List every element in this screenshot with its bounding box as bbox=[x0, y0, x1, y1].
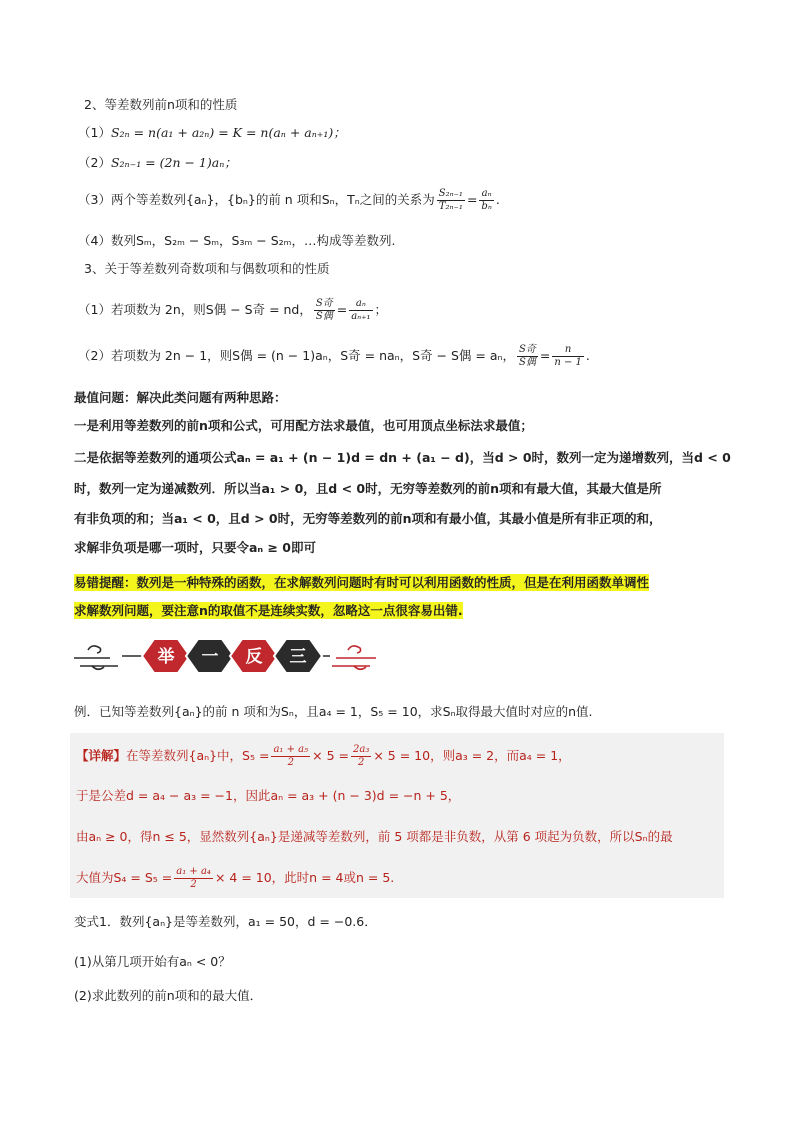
solution-fraction-2: $\frac{\text{2a₃}}{2}$ bbox=[353, 744, 370, 768]
section-2-title: 2、等差数列前n项和的性质 bbox=[84, 97, 238, 112]
odd-even-1-text: 若项数为 2n，则S偶 − S奇 = nd， bbox=[110, 302, 312, 317]
max-problem-line-3: 时，数列一定为递减数列．所以当a₁ > 0，且d < 0时，无穷等差数列的前n项和有最大值，其最大值是所 bbox=[74, 481, 662, 496]
solution-line-3: 由aₙ ≥ 0，得n ≤ 5，显然数列{aₙ}是递减等差数列，前 5 项都是非负数，从第 6 项起为负数，所以Sₙ的最 bbox=[76, 829, 673, 844]
odd-even-property-2: （2）若项数为 2n − 1，则S偶 = (n − 1)aₙ，S奇 = naₙ，S奇 − S偶 = aₙ， $\frac{\text{S奇}}{\text{S偶}}$ = $\frac{n}{n - 1}$ . bbox=[78, 344, 590, 368]
property-4-label: （4） bbox=[78, 233, 111, 248]
variant-question-1: (1)从第几项开始有aₙ < 0？ bbox=[74, 954, 231, 969]
property-4 bbox=[78, 231, 395, 251]
property-4-text: 数列Sₘ，S₂ₘ − Sₘ，S₃ₘ − S₂ₘ，…构成等差数列. bbox=[110, 233, 396, 248]
odd-even-2-fraction: $\frac{\text{S奇}}{\text{S偶}}$ bbox=[519, 344, 536, 368]
odd-even-1-fraction: $\frac{\text{S奇}}{\text{S偶}}$ bbox=[315, 298, 333, 322]
max-problem-line-4: 有非负项的和；当a₁ < 0，且d > 0时，无穷等差数列的前n项和有最小值，其最小值是所有非正项的和， bbox=[74, 511, 662, 526]
banner-ornament bbox=[70, 628, 380, 684]
banner-char: 反 bbox=[245, 647, 263, 667]
warning-line-1: 易错提醒：数列是一种特殊的函数，在求解数列问题时有时可以利用函数的性质，但是在利用函数单调性 bbox=[74, 575, 650, 590]
property-1 bbox=[78, 123, 346, 143]
property-3-label: （3） bbox=[78, 192, 111, 207]
solution-line-4: 大值为S₄ = S₅ = $\frac{\text{a₁ + a₄}}{2}$ × 4 = 10，此时n = 4或n = 5. bbox=[76, 866, 395, 890]
right-cloud-decoration bbox=[332, 646, 376, 669]
banner-char: 一 bbox=[201, 647, 219, 667]
property-3-fraction-2: $\frac{\text{aₙ}}{\text{bₙ}}$ bbox=[481, 188, 492, 212]
property-3-text: 两个等差数列{aₙ}，{bₙ}的前 n 项和Sₙ，Tₙ之间的关系为 bbox=[110, 192, 435, 207]
property-3-fraction: $\frac{\text{S₂ₙ₋₁}}{\text{T₂ₙ₋₁}}$ bbox=[438, 188, 463, 212]
property-3: （3）两个等差数列{aₙ}，{bₙ}的前 n 项和Sₙ，Tₙ之间的关系为 $\frac{\text{S₂ₙ₋₁}}{\text{T₂ₙ₋₁}}$ = $\frac{\text{aₙ}}{\text{bₙ}}$ . bbox=[78, 188, 500, 212]
property-1-formula: S₂ₙ = n(a₁ + a₂ₙ) = K = n(aₙ + aₙ₊₁)； bbox=[110, 125, 346, 140]
section-3-title: 3、关于等差数列奇数项和与偶数项和的性质 bbox=[84, 261, 330, 276]
property-2-formula: S₂ₙ₋₁ = (2n − 1)aₙ； bbox=[110, 155, 237, 170]
solution-line-2: 于是公差d = a₄ − a₃ = −1，因此aₙ = a₃ + (n − 3)d = −n + 5， bbox=[76, 788, 461, 803]
variant-title: 变式1．数列{aₙ}是等差数列，a₁ = 50，d = −0.6． bbox=[74, 914, 377, 929]
warning-line-2: 求解数列问题，要注意n的取值不是连续实数，忽略这一点很容易出错. bbox=[74, 603, 463, 618]
max-problem-title: 最值问题：解决此类问题有两种思路： bbox=[74, 390, 287, 405]
solution-fraction-1: $\frac{\text{a₁ + a₅}}{2}$ bbox=[273, 744, 309, 768]
odd-even-2-fraction-2: $\frac{n}{n - 1}$ bbox=[554, 344, 582, 368]
property-1-label: （1） bbox=[78, 125, 111, 140]
example-text: 例．已知等差数列{aₙ}的前 n 项和为Sₙ，且a₄ = 1，S₅ = 10，求Sₙ取得最大值时对应的n值. bbox=[74, 704, 593, 719]
max-problem-line-2: 二是依据等差数列的通项公式aₙ = a₁ + (n − 1)d = dn + (a₁ − d)，当d > 0时，数列一定为递增数列，当d < 0 bbox=[74, 450, 731, 465]
property-2-label: （2） bbox=[78, 155, 111, 170]
property-2 bbox=[78, 153, 237, 173]
max-problem-line-5: 求解非负项是哪一项时，只要令aₙ ≥ 0即可 bbox=[74, 540, 317, 555]
solution-fraction-3: $\frac{\text{a₁ + a₄}}{2}$ bbox=[176, 866, 211, 890]
odd-even-property-1: （1）若项数为 2n，则S偶 − S奇 = nd， $\frac{\text{S奇}}{\text{S偶}}$ = $\frac{\text{aₙ}}{\text{aₙ₊₁}}$ ； bbox=[78, 298, 388, 322]
odd-even-1-fraction-2: $\frac{\text{aₙ}}{\text{aₙ₊₁}}$ bbox=[351, 298, 371, 322]
banner-char: 三 bbox=[289, 647, 307, 667]
max-problem-line-1: 一是利用等差数列的前n项和公式，可用配方法求最值，也可用顶点坐标法求最值； bbox=[74, 418, 533, 433]
variant-question-2: (2)求此数列的前n项和的最大值． bbox=[74, 988, 263, 1003]
solution-line-1: 【详解】在等差数列{aₙ}中，S₅ = $\frac{\text{a₁ + a₅}}{2}$ × 5 = $\frac{\text{2a₃}}{2}$ × 5 = 10，则a₃ = 2，而a₄ = 1， bbox=[76, 744, 571, 768]
banner-char: 举 bbox=[157, 647, 175, 667]
odd-even-2-text: 若项数为 2n − 1，则S偶 = (n − 1)aₙ，S奇 = naₙ，S奇 − S偶 = aₙ， bbox=[110, 348, 515, 363]
solution-tag: 【详解】 bbox=[76, 748, 127, 763]
left-cloud-decoration bbox=[74, 646, 118, 669]
